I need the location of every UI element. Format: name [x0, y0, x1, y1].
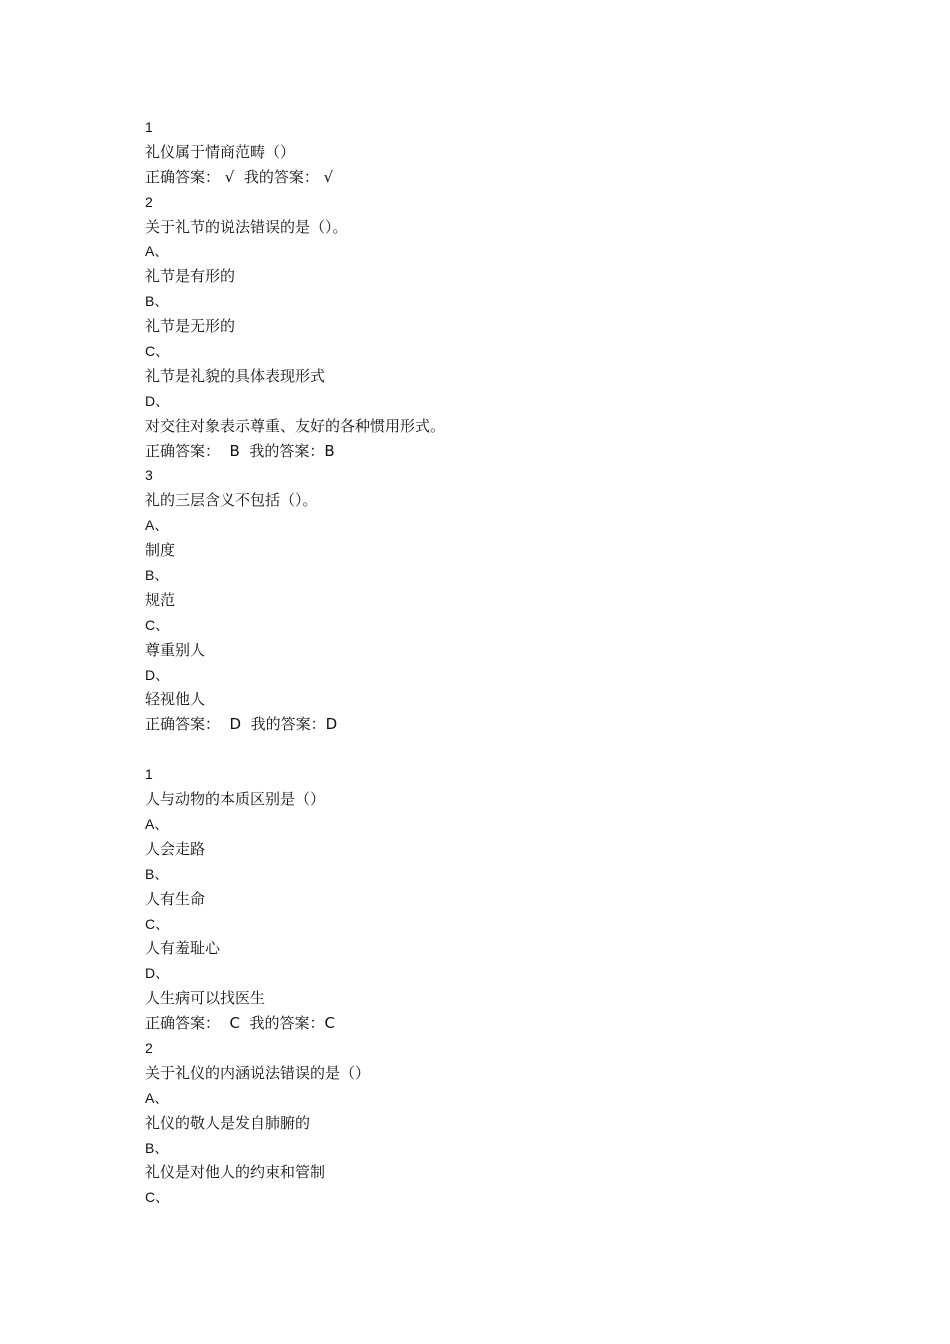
option-label: B、: [145, 293, 169, 310]
question-number: 1: [145, 119, 153, 135]
question-number: 2: [145, 1039, 153, 1056]
question-number: 1: [145, 766, 153, 783]
answer-line: 正确答案： C 我的答案：C: [145, 1014, 336, 1033]
option-label: D、: [145, 666, 170, 683]
option-text: 人有羞耻心: [145, 939, 221, 958]
question-text: 人与动物的本质区别是（）: [145, 790, 326, 809]
option-label: D、: [145, 965, 170, 982]
question-text: 礼仪属于情商范畴（）: [145, 142, 296, 161]
option-label: A、: [145, 1089, 169, 1106]
question-text: 关于礼节的说法错误的是（）。: [145, 217, 348, 236]
question-block: [145, 1036, 845, 1210]
option-label: B、: [145, 865, 169, 882]
option-label: B、: [145, 1139, 169, 1156]
question-text: 关于礼仪的内涵说法错误的是（）: [145, 1063, 371, 1082]
document-content: [145, 115, 845, 1210]
option-text: 尊重别人: [145, 640, 206, 659]
option-text: 对交往对象表示尊重、友好的各种惯用形式。: [145, 416, 446, 435]
answer-line: 正确答案： B 我的答案：B: [145, 441, 335, 460]
option-label: D、: [145, 392, 170, 409]
option-label: B、: [145, 567, 169, 584]
question-text: 礼的三层含义不包括（）。: [145, 491, 318, 510]
question-block: [145, 463, 845, 737]
option-text: 礼节是无形的: [145, 317, 236, 336]
option-text: 制度: [145, 541, 176, 560]
option-text: 人会走路: [145, 839, 206, 858]
question-block: [145, 115, 845, 190]
question-block: [145, 762, 845, 1036]
option-label: C、: [145, 1189, 170, 1206]
option-text: 礼节是有形的: [145, 267, 236, 286]
option-text: 人有生命: [145, 889, 206, 908]
option-text: 礼仪的敬人是发自肺腑的: [145, 1113, 311, 1132]
option-text: 轻视他人: [145, 690, 206, 709]
option-label: A、: [145, 815, 169, 832]
question-block: [145, 190, 845, 464]
option-label: A、: [145, 517, 169, 534]
quiz-section-2: [145, 762, 845, 1210]
quiz-section-1: [145, 115, 845, 737]
answer-line: 正确答案： D 我的答案：D: [145, 715, 338, 734]
question-number: 2: [145, 193, 153, 210]
option-label: C、: [145, 343, 170, 360]
question-number: 3: [145, 467, 153, 484]
option-label: C、: [145, 616, 170, 633]
option-label: A、: [145, 243, 169, 260]
option-label: C、: [145, 915, 170, 932]
section-gap: [145, 737, 845, 762]
answer-line: 正确答案： √ 我的答案： √: [145, 167, 334, 186]
option-text: 规范: [145, 590, 176, 609]
option-text: 礼仪是对他人的约束和管制: [145, 1163, 326, 1182]
option-text: 礼节是礼貌的具体表现形式: [145, 366, 326, 385]
option-text: 人生病可以找医生: [145, 989, 266, 1008]
